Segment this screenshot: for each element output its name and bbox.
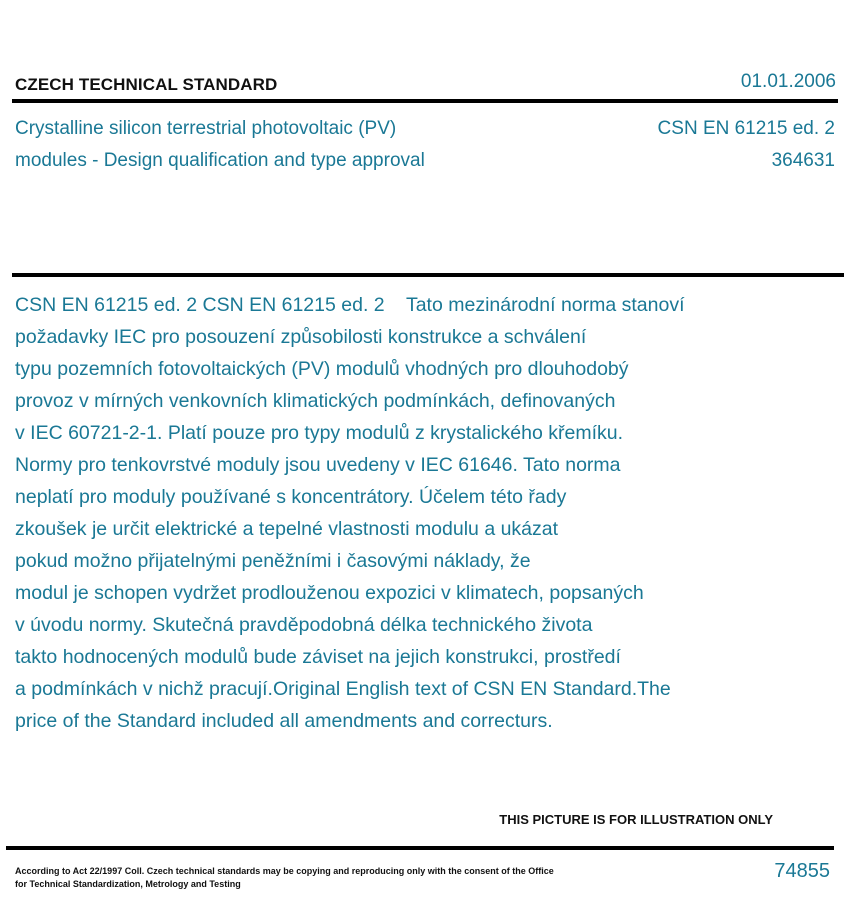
description-line: požadavky IEC pro posouzení způsobilosti konstrukce a schválení [15, 326, 587, 348]
description-line: Normy pro tenkovrstvé moduly jsou uvedeny v IEC 61646. Tato norma [15, 454, 621, 476]
footer-divider [6, 846, 834, 850]
description-line: neplatí pro moduly používané s koncentrátory. Účelem této řady [15, 486, 567, 508]
description-line: price of the Standard included all amendments and correcturs. [15, 710, 553, 732]
legal-notice-line: According to Act 22/1997 Coll. Czech technical standards may be copying and reproducing only with the consent of the Office [15, 866, 554, 876]
description-line: CSN EN 61215 ed. 2 CSN EN 61215 ed. 2 Tato mezinárodní norma stanoví [15, 294, 685, 316]
section-divider [12, 273, 844, 277]
description-line: typu pozemních fotovoltaických (PV) modulů vhodných pro dlouhodobý [15, 358, 629, 380]
description-line: provoz v mírných venkovních klimatických podmínkách, definovaných [15, 390, 616, 412]
standard-title-line-2: modules - Design qualification and type approval [15, 150, 425, 171]
standard-designation: CSN EN 61215 ed. 2 [657, 118, 835, 139]
header-divider [12, 99, 838, 103]
standard-title-line-1: Crystalline silicon terrestrial photovoltaic (PV) [15, 118, 397, 139]
document-number: 74855 [774, 860, 830, 882]
description-line: modul je schopen vydržet prodlouženou expozici v klimatech, popsaných [15, 582, 644, 604]
description-line: takto hodnocených modulů bude záviset na jejich konstrukci, prostředí [15, 646, 621, 668]
legal-notice-line: for Technical Standardization, Metrology and Testing [15, 879, 241, 889]
classification-code: 364631 [771, 150, 835, 171]
description-line: v IEC 60721-2-1. Platí pouze pro typy modulů z krystalického křemíku. [15, 422, 624, 444]
description-line: v úvodu normy. Skutečná pravděpodobná délka technického života [15, 614, 593, 636]
standard-date: 01.01.2006 [740, 71, 836, 92]
legal-notice [15, 865, 554, 891]
standard-description [15, 289, 775, 737]
description-line: pokud možno přijatelnými peněžními i časovými náklady, že [15, 550, 531, 572]
description-line: zkoušek je určit elektrické a tepelné vlastnosti modulu a ukázat [15, 518, 559, 540]
description-line: a podmínkách v nichž pracují.Original English text of CSN EN Standard.The [15, 678, 671, 700]
document-category-label: CZECH TECHNICAL STANDARD [15, 75, 278, 94]
illustration-note: THIS PICTURE IS FOR ILLUSTRATION ONLY [499, 812, 773, 827]
